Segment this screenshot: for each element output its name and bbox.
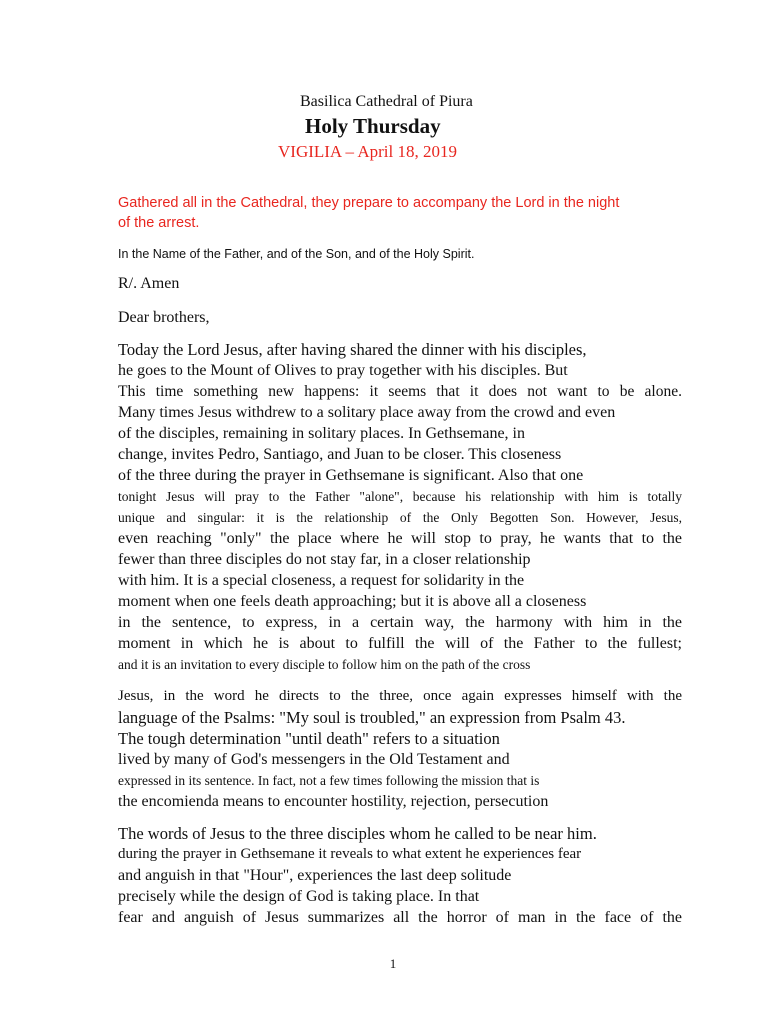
text-line: moment in which he is about to fulfill the will of the Father to the fullest; xyxy=(118,635,682,652)
text-line: language of the Psalms: "My soul is troubled," an expression from Psalm 43. xyxy=(118,708,626,727)
institution-name: Basilica Cathedral of Piura xyxy=(300,93,473,110)
text-line: during the prayer in Gethsemane it reveals to what extent he experiences fear xyxy=(118,846,582,862)
text-line: the encomienda means to encounter hostility, rejection, persecution xyxy=(118,793,549,810)
text-line: unique and singular: it is the relationship of the Only Begotten Son. However, Jesus, xyxy=(118,510,682,525)
text-line: of the disciples, remaining in solitary places. In Gethsemane, in xyxy=(118,425,525,442)
text-line: with him. It is a special closeness, a request for solidarity in the xyxy=(118,572,525,589)
text-line: The tough determination "until death" refers to a situation xyxy=(118,729,500,748)
text-line: in the sentence, to express, in a certain way, the harmony with him in the xyxy=(118,614,682,631)
text-line: expressed in its sentence. In fact, not a few times following the mission that is xyxy=(118,773,540,788)
rubric-line: of the arrest. xyxy=(118,215,200,231)
page-number: 1 xyxy=(389,956,397,971)
greeting: Dear brothers, xyxy=(118,309,210,326)
text-line: This time something new happens: it seems that it does not want to be alone. xyxy=(118,383,682,400)
text-line: lived by many of God's messengers in the Old Testament and xyxy=(118,751,510,768)
response-amen: R/. Amen xyxy=(118,275,180,292)
text-line: The words of Jesus to the three disciples whom he called to be near him. xyxy=(118,824,597,843)
text-line: fear and anguish of Jesus summarizes all the horror of man in the face of the xyxy=(118,909,682,926)
paragraph-3 xyxy=(118,823,682,928)
text-line: and anguish in that "Hour", experiences the last deep solitude xyxy=(118,867,512,884)
page-title: Holy Thursday xyxy=(305,114,441,138)
text-line: change, invites Pedro, Santiago, and Juan to be closer. This closeness xyxy=(118,446,562,463)
text-line: of the three during the prayer in Gethsemane is significant. Also that one xyxy=(118,467,584,484)
text-line: precisely while the design of God is taking place. In that xyxy=(118,888,480,905)
text-line: Jesus, in the word he directs to the three, once again expresses himself with the xyxy=(118,688,682,704)
invocation: In the Name of the Father, and of the Son, and of the Holy Spirit. xyxy=(118,247,475,261)
rubric-line: Gathered all in the Cathedral, they prepare to accompany the Lord in the night xyxy=(118,195,620,211)
text-line: fewer than three disciples do not stay far, in a closer relationship xyxy=(118,551,531,568)
page-subtitle: VIGILIA – April 18, 2019 xyxy=(278,142,457,161)
text-line: and it is an invitation to every disciple to follow him on the path of the cross xyxy=(118,657,531,672)
text-line: tonight Jesus will pray to the Father "alone", because his relationship with him is totally xyxy=(118,489,682,504)
text-line: even reaching "only" the place where he will stop to pray, he wants that to the xyxy=(118,530,682,547)
text-line: moment when one feels death approaching; but it is above all a closeness xyxy=(118,593,587,610)
text-line: Many times Jesus withdrew to a solitary place away from the crowd and even xyxy=(118,404,616,421)
paragraph-1 xyxy=(118,339,682,675)
paragraph-2 xyxy=(118,686,682,812)
text-line: Today the Lord Jesus, after having shared the dinner with his disciples, xyxy=(118,340,587,359)
rubric xyxy=(118,193,678,233)
text-line: he goes to the Mount of Olives to pray together with his disciples. But xyxy=(118,362,568,379)
